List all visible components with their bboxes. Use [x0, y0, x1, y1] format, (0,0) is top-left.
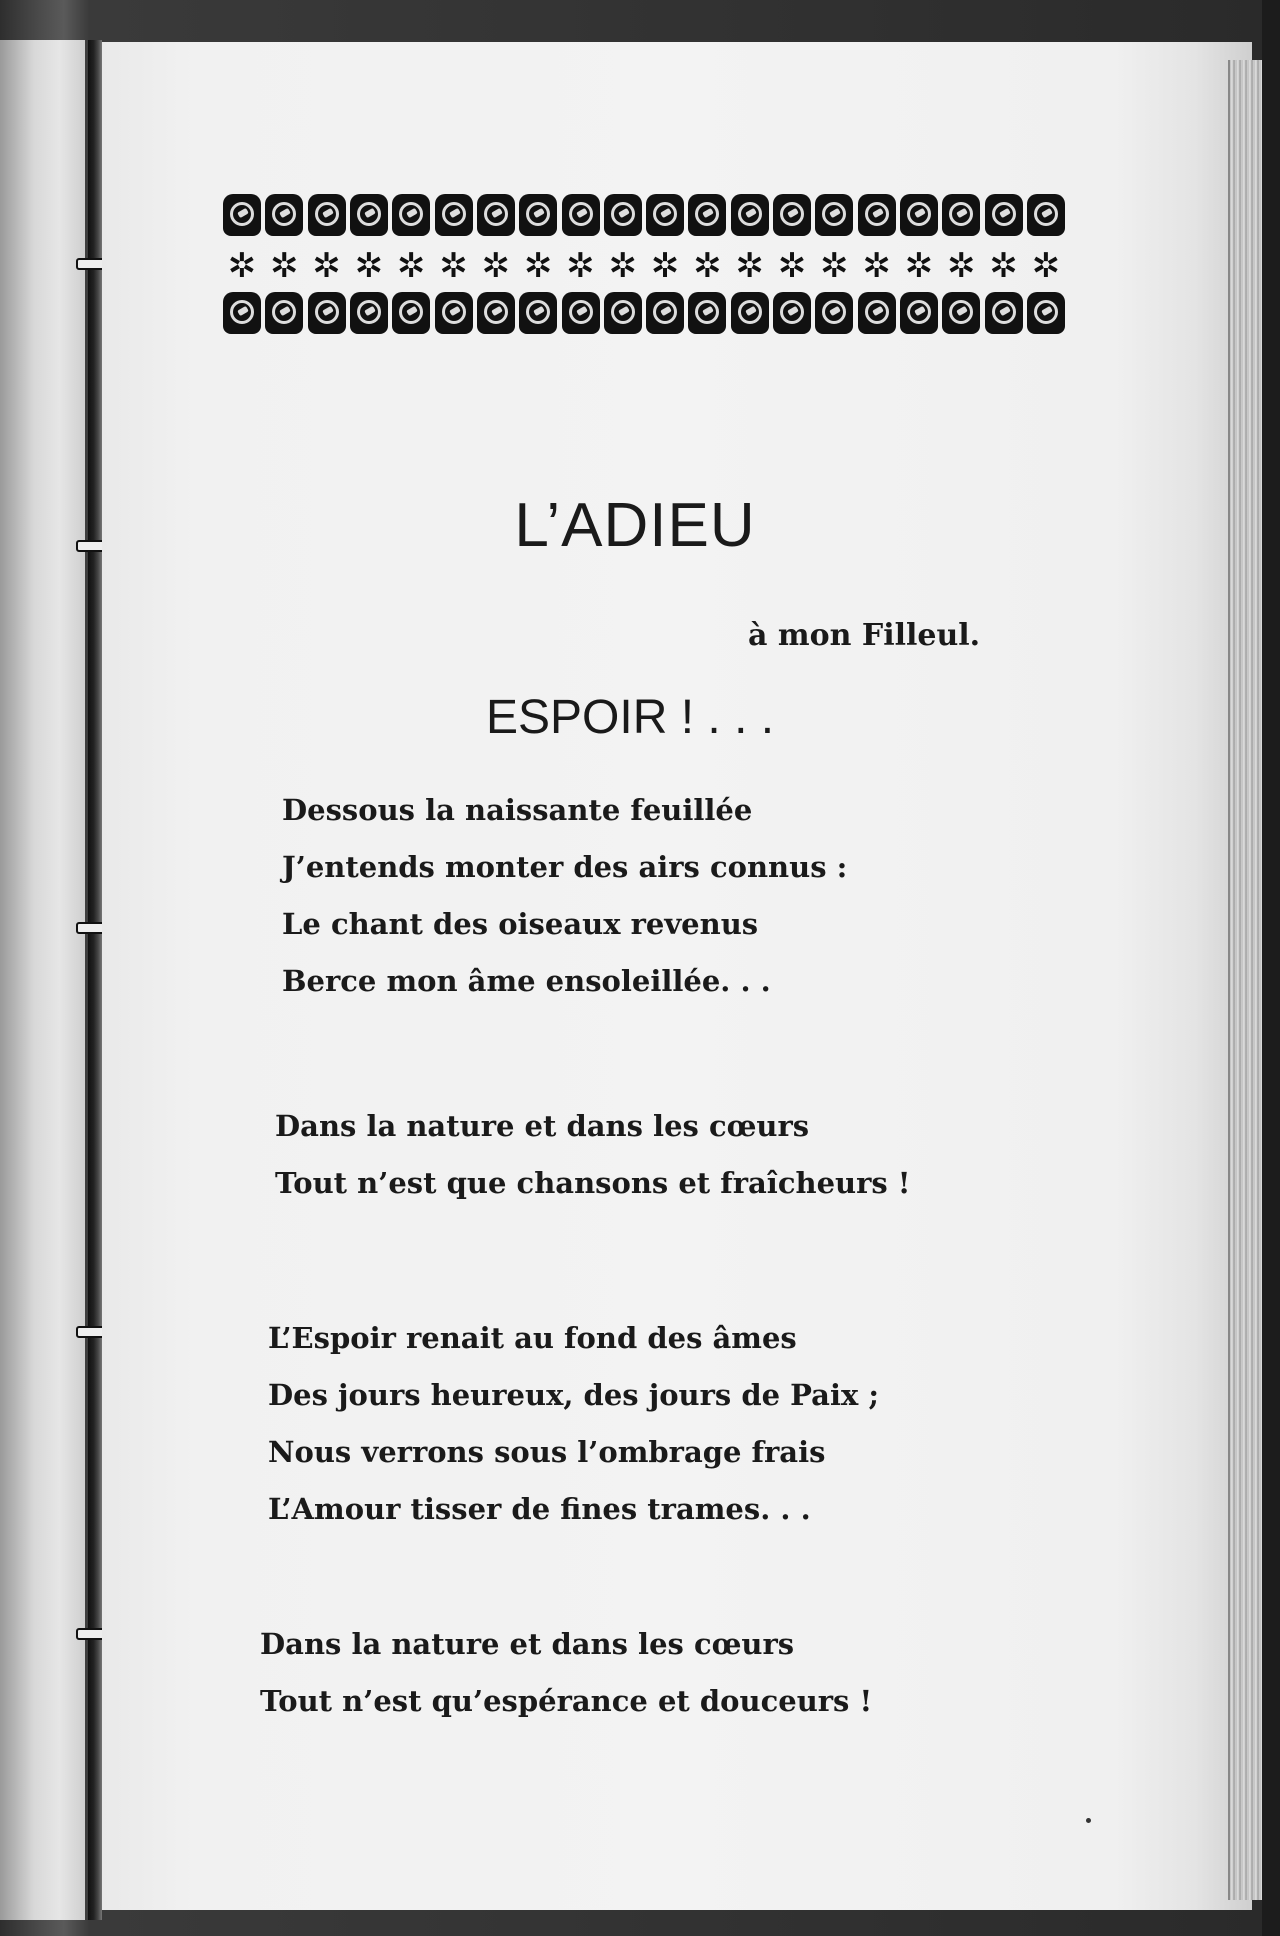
stanza-3 [268, 1310, 879, 1538]
ornament-tile-icon [265, 292, 303, 334]
ornament-tile-icon [773, 292, 811, 334]
ornament-tile-icon [646, 292, 684, 334]
ornament-tile-icon [1027, 292, 1065, 334]
ornament-star-icon: ✲ [312, 246, 341, 286]
ornament-tile-icon [392, 292, 430, 334]
ornament-tile-icon [773, 194, 811, 236]
ornament-tile-icon [731, 292, 769, 334]
ornament-tile-row-top [223, 194, 1065, 240]
poem-line: Tout n’est que chansons et fraîcheurs ! [275, 1166, 911, 1200]
ornament-tile-icon [265, 194, 303, 236]
ornament-star-icon: ✲ [777, 246, 807, 286]
ornament-tile-icon [1027, 194, 1065, 236]
ornament-tile-icon [985, 292, 1023, 334]
ornament-tile-icon [562, 194, 600, 236]
ornament-star-icon: ✲ [820, 246, 849, 286]
ornament-tile-icon [223, 194, 261, 236]
right-shadow [1262, 0, 1280, 1936]
ink-speck [1086, 1818, 1091, 1823]
ornament-tile-icon [688, 194, 726, 236]
ornament-star-icon: ✲ [989, 246, 1018, 286]
ornament-tile-icon [900, 292, 938, 334]
ornament-star-icon: ✲ [481, 246, 511, 286]
facing-page-edge [0, 40, 85, 1920]
ornament-tile-icon [815, 194, 853, 236]
ornament-star-row [223, 240, 1065, 292]
ornament-star-icon: ✲ [862, 246, 891, 286]
poem-line: J’entends monter des airs connus : [282, 850, 848, 884]
stanza-4 [260, 1616, 872, 1730]
ornament-tile-icon [350, 292, 388, 334]
page-title: L’ADIEU [514, 491, 756, 560]
poem-line: L’Espoir renait au fond des âmes [268, 1321, 797, 1355]
ornament-star-icon: ✲ [947, 246, 976, 286]
ornament-star-icon: ✲ [523, 246, 553, 286]
ornament-tile-icon [477, 292, 515, 334]
ornament-star-icon: ✲ [1031, 246, 1061, 286]
ornament-star-icon: ✲ [650, 246, 680, 286]
ornament-tile-icon [604, 194, 642, 236]
ornament-tile-icon [900, 194, 938, 236]
ornament-band [223, 194, 1065, 338]
ornament-tile-icon [858, 292, 896, 334]
poem-line: Des jours heureux, des jours de Paix ; [268, 1378, 880, 1412]
ornament-star-icon: ✲ [397, 246, 426, 286]
ornament-star-icon: ✲ [904, 246, 934, 286]
ornament-tile-icon [942, 194, 980, 236]
ornament-tile-icon [858, 194, 896, 236]
ornament-tile-icon [477, 194, 515, 236]
ornament-tile-row-bottom [223, 292, 1065, 338]
poem-line: Dessous la naissante feuillée [282, 793, 753, 827]
ornament-tile-icon [435, 292, 473, 334]
ornament-tile-icon [562, 292, 600, 334]
ornament-tile-icon [985, 194, 1023, 236]
ornament-star-icon: ✲ [566, 246, 595, 286]
poem-line: Dans la nature et dans les cœurs [275, 1109, 810, 1143]
poem-subtitle: ESPOIR ! . . . [486, 691, 775, 744]
ornament-tile-icon [519, 292, 557, 334]
ornament-tile-icon [308, 292, 346, 334]
dedication: à mon Filleul. [748, 618, 981, 653]
ornament-star-icon: ✲ [227, 246, 257, 286]
ornament-star-icon: ✲ [354, 246, 384, 286]
ornament-star-icon: ✲ [439, 246, 468, 286]
ornament-star-icon: ✲ [735, 246, 764, 286]
ornament-tile-icon [223, 292, 261, 334]
ornament-tile-icon [392, 194, 430, 236]
ornament-tile-icon [435, 194, 473, 236]
ornament-star-icon: ✲ [608, 246, 638, 286]
poem-line: L’Amour tisser de fines trames. . . [268, 1492, 811, 1526]
ornament-tile-icon [815, 292, 853, 334]
poem-line: Berce mon âme ensoleillée. . . [282, 964, 771, 998]
ornament-tile-icon [646, 194, 684, 236]
ornament-tile-icon [350, 194, 388, 236]
poem-line: Nous verrons sous l’ombrage frais [268, 1435, 826, 1469]
ornament-tile-icon [688, 292, 726, 334]
ornament-tile-icon [942, 292, 980, 334]
poem-line: Tout n’est qu’espérance et douceurs ! [260, 1684, 873, 1718]
ornament-tile-icon [308, 194, 346, 236]
poem-line: Le chant des oiseaux revenus [282, 907, 759, 941]
ornament-tile-icon [731, 194, 769, 236]
poem-line: Dans la nature et dans les cœurs [260, 1627, 795, 1661]
ornament-star-icon: ✲ [270, 246, 299, 286]
ornament-tile-icon [519, 194, 557, 236]
ornament-star-icon: ✲ [693, 246, 722, 286]
ornament-tile-icon [604, 292, 642, 334]
stanza-2 [275, 1098, 911, 1212]
stanza-1 [282, 782, 847, 1010]
